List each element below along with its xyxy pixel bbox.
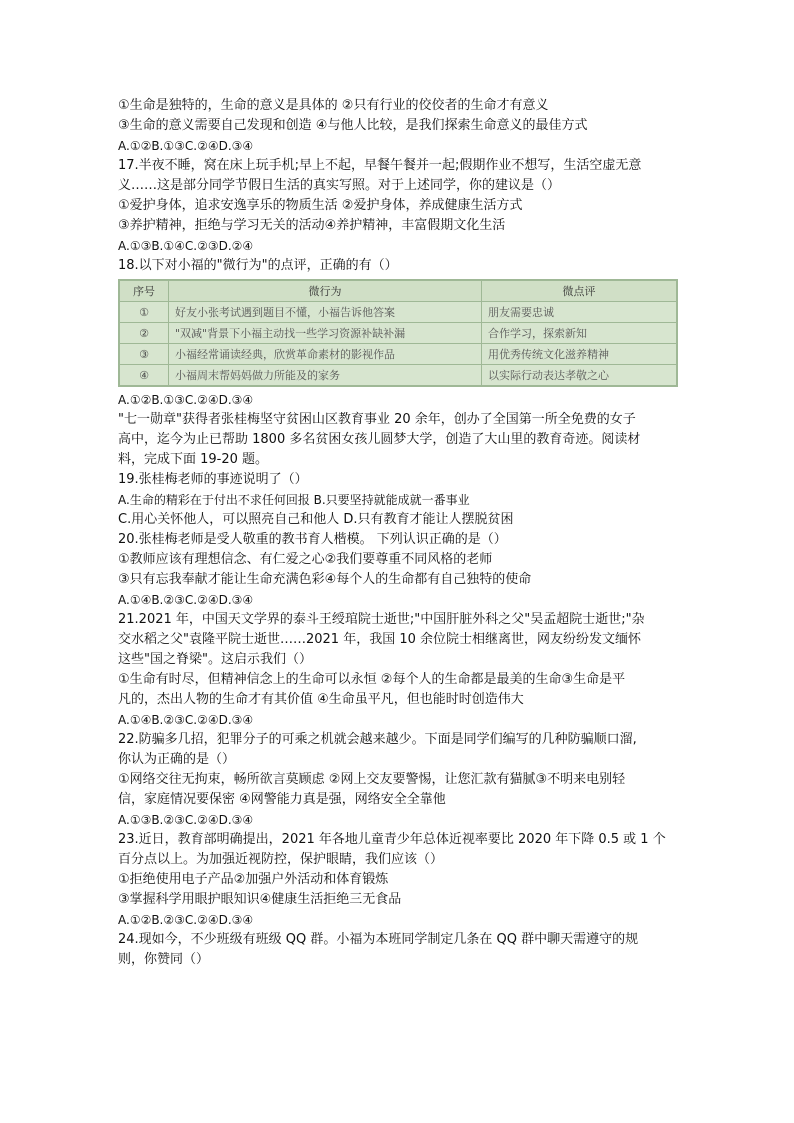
table-row: [120, 365, 677, 386]
text-line: ①爱护身体，追求安逸享乐的物质生活 ②爱护身体，养成健康生活方式: [118, 198, 523, 213]
text-line: 义……这是部分同学节假日生活的真实写照。对于上述同学，你的建议是（）: [118, 178, 561, 193]
text-line: 你认为正确的是（）: [118, 752, 236, 767]
table-header-behavior: 微行为: [169, 281, 482, 302]
text-line: 这些"国之脊梁"。这启示我们（）: [118, 652, 312, 667]
text-line: 交水稻之父"袁隆平院士逝世……2021 年，我国 10 余位院士相继离世，网友纷纷发文缅怀: [118, 632, 642, 647]
table-cell-comment: 以实际行动表达孝敬之心: [482, 365, 677, 386]
answer-options-line: A.①②B.②③C.②④D.③④: [118, 913, 254, 927]
text-line: 24.现如今，不少班级有班级 QQ 群。小福为本班同学制定几条在 QQ 群中聊天需遵守的规: [118, 932, 639, 947]
answer-options-line: A.①②B.①③C.②④D.③④: [118, 139, 254, 153]
text-line: 信，家庭情况要保密 ④网警能力真是强，网络安全全靠他: [118, 792, 446, 807]
text-line: "七一勋章"获得者张桂梅坚守贫困山区教育事业 20 余年，创办了全国第一所全免费的女子: [118, 412, 636, 427]
text-block-bottom: [118, 390, 678, 970]
text-line: ①生命有时尽，但精神信念上的生命可以永恒 ②每个人的生命都是最美的生命③生命是平: [118, 672, 626, 687]
table-cell-behavior: 小福周末帮妈妈做力所能及的家务: [169, 365, 482, 386]
text-line: 21.2021 年，中国天文学界的泰斗王绶琯院士逝世;"中国肝脏外科之父"吴孟超院士逝世;"杂: [118, 612, 645, 627]
table-row: [120, 302, 677, 323]
table-row: [120, 344, 677, 365]
text-line: 23.近日，教育部明确提出，2021 年各地儿童青少年总体近视率要比 2020 年下降 0.5 或 1 个: [118, 832, 666, 847]
micro-behavior-table: [118, 279, 678, 387]
text-line: 百分点以上。为加强近视防控，保护眼睛，我们应该（）: [118, 852, 444, 867]
table-cell-behavior: 小福经常诵读经典，欣赏革命素材的影视作品: [169, 344, 482, 365]
text-line: 19.张桂梅老师的事迹说明了（）: [118, 472, 308, 487]
text-line: ①拒绝使用电子产品②加强户外活动和体育锻炼: [118, 872, 389, 887]
table-cell-behavior: 好友小张考试遇到题目不懂，小福告诉他答案: [169, 302, 482, 323]
table-cell-behavior: "双减"背景下小福主动找一些学习资源补缺补漏: [169, 323, 482, 344]
table-cell-no: ④: [120, 365, 169, 386]
answer-options-line: A.①③B.①④C.②③D.②④: [118, 239, 254, 253]
text-line: 料，完成下面 19-20 题。: [118, 452, 269, 467]
answer-options-line: A.①③B.②③C.②④D.③④: [118, 813, 254, 827]
text-line: ①网络交往无拘束，畅所欲言莫顾虑 ②网上交友要警惕，让您汇款有猫腻③不明来电别轻: [118, 772, 626, 787]
text-line: ①教师应该有理想信念、有仁爱之心②我们要尊重不同风格的老师: [118, 552, 493, 567]
table-header-comment: 微点评: [482, 281, 677, 302]
table-cell-no: ②: [120, 323, 169, 344]
text-line: ③只有忘我奉献才能让生命充满色彩④每个人的生命都有自己独特的使命: [118, 572, 532, 587]
table-cell-no: ③: [120, 344, 169, 365]
table-header-row: [120, 281, 677, 302]
text-block-top: [118, 96, 678, 276]
text-line: ③掌握科学用眼护眼知识④健康生活拒绝三无食品: [118, 892, 402, 907]
text-line: 凡的，杰出人物的生命才有其价值 ④生命虽平凡，但也能时时创造伟大: [118, 692, 524, 707]
text-line: 高中，迄今为止已帮助 1800 多名贫困女孩儿圆梦大学，创造了大山里的教育奇迹。阅读材: [118, 432, 641, 447]
text-line: C.用心关怀他人，可以照亮自己和他人 D.只有教育才能让人摆脱贫困: [118, 512, 514, 527]
table-body: [120, 302, 677, 386]
table-cell-comment: 朋友需要忠诚: [482, 302, 677, 323]
answer-options-line: A.①②B.①③C.②④D.③④: [118, 393, 254, 407]
table: [119, 280, 677, 386]
text-line: 20.张桂梅老师是受人敬重的教书育人楷模。 下列认识正确的是（）: [118, 532, 507, 547]
answer-options-line: A.生命的精彩在于付出不求任何回报 B.只要坚持就能成就一番事业: [118, 493, 470, 507]
table-header-no: 序号: [120, 281, 169, 302]
text-line: ③养护精神，拒绝与学习无关的活动④养护精神，丰富假期文化生活: [118, 218, 506, 233]
table-cell-no: ①: [120, 302, 169, 323]
answer-options-line: A.①④B.②③C.②④D.③④: [118, 713, 254, 727]
table-cell-comment: 合作学习，探索新知: [482, 323, 677, 344]
table-cell-comment: 用优秀传统文化滋养精神: [482, 344, 677, 365]
text-line: ③生命的意义需要自己发现和创造 ④与他人比较，是我们探索生命意义的最佳方式: [118, 118, 588, 133]
text-line: 17.半夜不睡，窝在床上玩手机;早上不起，早餐午餐并一起;假期作业不想写，生活空虚无意: [118, 158, 642, 173]
text-line: ①生命是独特的，生命的意义是具体的 ②只有行业的佼佼者的生命才有意义: [118, 98, 549, 113]
answer-options-line: A.①④B.②③C.②④D.③④: [118, 593, 254, 607]
text-line: 18.以下对小福的"微行为"的点评，正确的有（）: [118, 258, 398, 273]
text-line: 22.防骗多几招，犯罪分子的可乘之机就会越来越少。下面是同学们编写的几种防骗顺口溜,: [118, 732, 637, 747]
text-line: 则，你赞同（）: [118, 952, 210, 967]
question-content: [118, 96, 678, 970]
table-row: [120, 323, 677, 344]
